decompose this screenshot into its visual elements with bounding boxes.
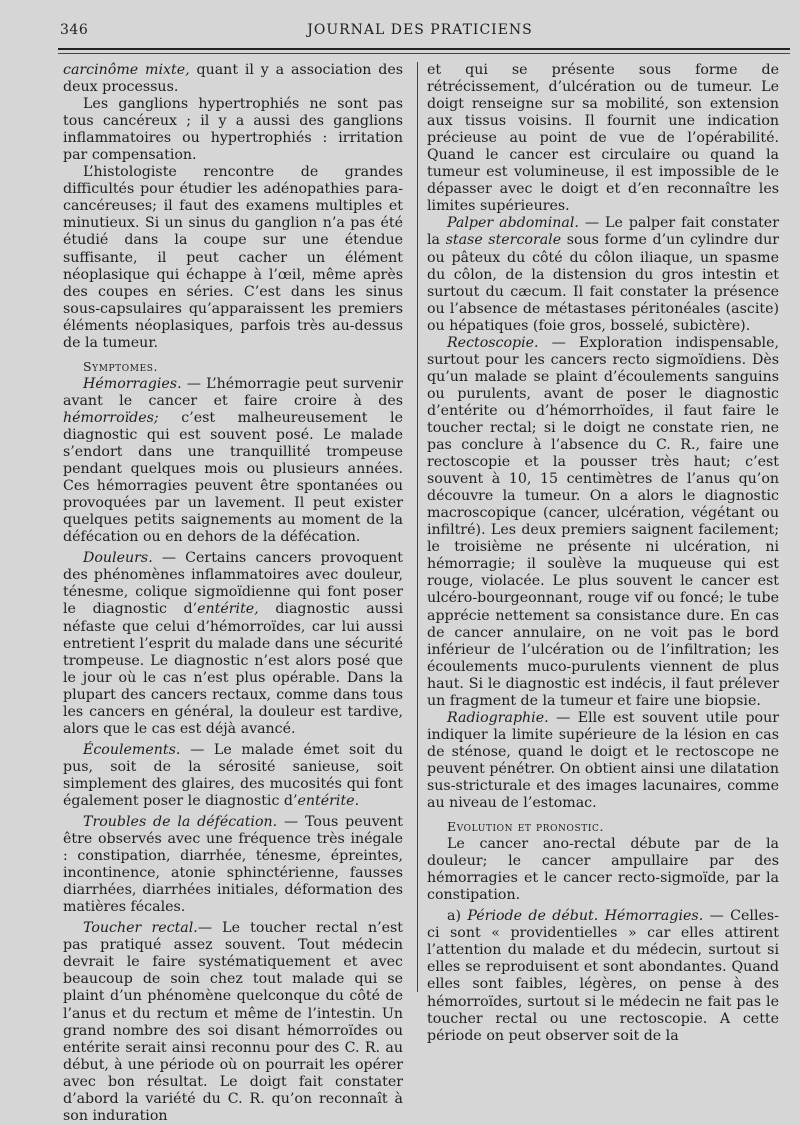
paragraph-periode-debut: a) Période de début. Hémorragies. — Celles-ci sont « providentielles » car elles attirent l’attention du malade et du médecin, surtout si elles se reproduisent et sont abondantes. Quand elles sont faibles, légères, on pense à des hémorroïdes, surtout si le médecin ne fait pas le toucher rectal ou une rectoscopie. A cette période on peut observer soit de la [427,908,779,1044]
running-title: JOURNAL DES PRATICIENS [307,22,533,38]
paragraph-evolution: Le cancer ano-rectal débute par de la douleur; le cancer ampullaire par des hémorragies et le cancer recto-sigmoïde, par la constipation. [427,836,779,904]
paragraph-toucher-rectal: Toucher rectal.— Le toucher rectal n’est pas pratiqué assez souvent. Tout médecin devrait le faire systématiquement et avec beaucoup de soin chez tout malade qui se plaint d’un phénomène quelconque du côté de l’anus et du rectum et même de l’intestin. Un grand nombre des soi disant hémorroïdes ou entérite serait ainsi reconnu pour des C. R. au début, à une période où on pourrait les opérer avec bon résultat. Le doigt fait constater d’abord la variété du C. R. qu’on reconnaît à son induration [63,920,403,1124]
paragraph-hemorragies: Hémorragies. — L’hémorragie peut survenir avant le cancer et faire croire à des hémorroïdes; c’est malheureusement le diagnostic qui est souvent posé. Le malade s’endort dans une tranquillité trompeuse pendant quelques mois ou plusieurs années. Ces hémorragies peuvent être spontanées ou provoquées par un lavement. Il peut exister quelques petits saignements au moment de la défécation ou en dehors de la défécation. [63,375,403,546]
page-header [60,22,780,46]
paragraph-ganglions: Les ganglions hypertrophiés ne sont pas tous cancéreux ; il y a aussi des ganglions inflammatoires ou hypertrophiés : irritation par compensation. [63,96,403,164]
heading-evolution: Evolution et pronostic. [447,819,605,835]
header-rule-thick [58,48,790,50]
heading-symptomes: Symptomes. [83,358,159,374]
paragraph-palper: Palper abdominal. — Le palper fait constater la stase stercorale sous forme d’un cylindre dur ou pâteux du côté du côlon iliaque, un spasme du côlon, de la distension du gros intestin et surtout du cæcum. Il fait constater la présence ou l’absence de métastases péritonéales (ascite) ou hépatiques (foie gros, bosselé, subictère). [427,215,780,334]
column-divider [417,62,418,992]
paragraph-continuation: et qui se présente sous forme de rétrécissement, d’ulcération ou de tumeur. Le doigt renseigne sur sa mobilité, son extension aux tissus voisins. Il fournit une indication précieuse au point de vue de l’opérabilité. Quand le cancer est circulaire ou quand la tumeur est volumineuse, il est impossible de le dépasser avec le doigt et d’en reconnaître les limites supérieures. [427,62,779,215]
paragraph-radiographie: Radiographie. — Elle est souvent utile pour indiquer la limite supérieure de la lésion en cas de sténose, quand le doigt et le rectoscope ne peuvent pénétrer. On obtient ainsi une dilatation sus-stricturale et des images lacunaires, comme au niveau de l’estomac. [427,709,779,812]
page-number: 346 [60,22,89,38]
right-column [427,62,779,1045]
left-column [63,62,403,1125]
header-rule-thin [58,53,790,54]
paragraph-troubles: Troubles de la défécation. — Tous peuvent être observés avec une fréquence très inégale : constipation, diarrhée, ténesme, épreintes, incontinence, atonie sphinctérienne, fausses diarrhées, diarrhées initiales, déformation des matières fécales. [63,814,403,916]
paragraph-carcinome: carcinôme mixte, quant il y a association des deux processus. [63,62,403,96]
paragraph-histologiste: L’histologiste rencontre de grandes difficultés pour étudier les adénopathies para-cancéreuses; il faut des examens multiples et minutieux. Si un sinus du ganglion n’a pas été étudié dans la coupe sur une étendue suffisante, il peut cacher un élément néoplasique qui échappe à l’œil, même après des coupes en séries. C’est dans les sinus sous-capsulaires qu’apparaissent les premiers éléments néoplasiques, parfois très au-dessus de la tumeur. [63,164,403,351]
paragraph-douleurs: Douleurs. — Certains cancers provoquent des phénomènes inflammatoires avec douleur, ténesme, colique sigmoïdienne qui font poser le diagnostic d’entérite, diagnostic aussi néfaste que celui d’hémorroïdes, car lui aussi entretient l’esprit du malade dans une sécurité trompeuse. Le diagnostic n’est alors posé que le jour où le cas n’est plus opérable. Dans la plupart des cancers rectaux, comme dans tous les cancers en général, la douleur est tardive, alors que le cas est déjà avancé. [63,550,403,737]
paragraph-rectoscopie: Rectoscopie. — Exploration indispensable, surtout pour les cancers recto sigmoïdiens. Dès qu’un malade se plaint d’écoulements sanguins ou purulents, avant de poser le diagnostic d’entérite ou d’hémorrhoïdes, il faut faire le toucher rectal; si le doigt ne constate rien, ne pas conclure à l’absence du C. R., faire une rectoscopie et la pousser très haut; c’est souvent à 10, 15 centimètres de l’anus qu’on découvre la tumeur. On a alors le diagnostic macroscopique (cancer, ulcération, végétant ou infiltré). Les deux premiers saignent facilement; le troisième ne présente ni ulcération, ni hémorragie; il soulève la muqueuse qui est rouge, violacée. Le plus souvent le cancer est ulcéro-bourgeonnant, rouge vif ou foncé; le tube apprécie nettement sa consistance dure. En cas de cancer annulaire, on ne voit pas le bord inférieur de l’ulcération ou de l’infiltration; les écoulements muco-purulents viennent de plus haut. Si le diagnostic est indécis, il faut prélever un fragment de la tumeur et faire une biopsie. [427,334,779,709]
paragraph-ecoulements: Écoulements. — Le malade émet soit du pus, soit de la sérosité sanieuse, soit simplement des glaires, des mucosités qui font également poser le diagnostic d’entérite. [63,741,403,809]
